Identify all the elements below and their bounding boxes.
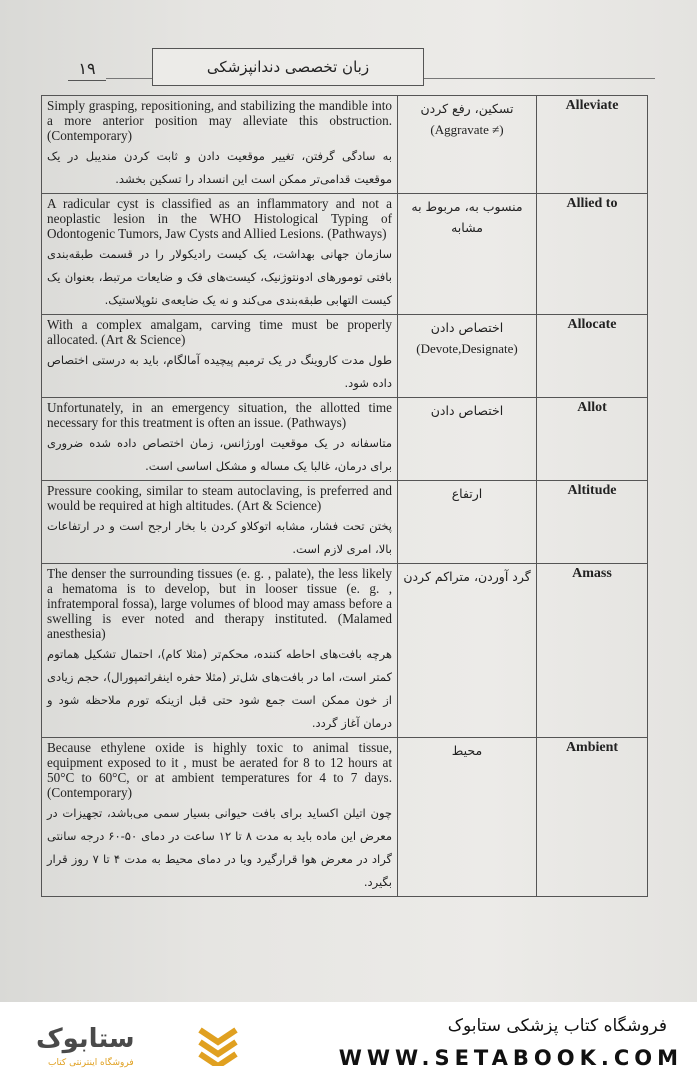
chevron-logo-icon [196,1022,240,1066]
example-english: A radicular cyst is classified as an inflammatory and not a neoplastic lesion in the WHO Histological Typing of Odontogenic Tumors, Jaw Cysts and Allied Lesions. (Pathways) [47,196,392,241]
table-row [42,481,648,564]
page-title: زبان تخصصی دندانپزشکی [152,48,424,86]
term-meaning: ارتفاع [451,486,483,501]
example-english: The denser the surrounding tissues (e. g. , palate), the less likely a hematoma is to develop, but in looser tissue (e. g. , infratemporal fossa), large volumes of blood may amass before a swelling is ever noted and therapy instituted. (Malamed anesthesia) [47,566,392,641]
term-meaning: منسوب به، مربوط به مشابه [411,199,523,235]
example-persian: طول مدت کاروینگ در یک ترمیم پیچیده آمالگام، باید به درستی اختصاص داده شود. [47,353,392,390]
example-persian: هرچه بافت‌های احاطه کننده، محکم‌تر (مثلا کام)، احتمال تشکیل هماتوم کمتر است، اما در بافت‌های شل‌تر (مثلا حفره اینفراتمپورال)، حجم زیادی از خون ممکن است جمع شود حتی قبل ازینکه تورم ملاحظه شود و درمان آغاز گردد. [47,647,392,730]
example-persian: متاسفانه در یک موقعیت اورژانس، زمان اختصاص داده شده ضروری برای درمان، غالبا یک مساله و مشکل اساسی است. [47,436,392,473]
example-cell [42,315,398,398]
example-persian: به سادگی گرفتن، تغییر موقعیت دادن و ثابت کردن مندیبل در یک موقعیت قدامی‌تر ممکن است این انسداد را تسکین بخشد. [47,149,392,186]
example-cell [42,398,398,481]
meaning-cell [398,481,537,564]
meaning-cell [398,738,537,897]
example-persian: سازمان جهانی بهداشت، یک کیست رادیکولار را در قسمت طبقه‌بندی بافتی تومورهای ادونتوژنیک، کیست‌های فک و ضایعات مرتبط، بعنوان یک کیست التهابی طبقه‌بندی می‌کند و نه یک ضایعه‌ی نئوپلاستیک. [47,247,392,307]
setabook-logo-subtitle: فروشگاه اینترنتی کتاب [48,1058,134,1068]
term-meaning: اختصاص دادن [430,320,504,335]
term-cell: Allocate [537,315,648,398]
meaning-cell [398,96,537,194]
vocabulary-table [41,95,648,897]
example-english: Unfortunately, in an emergency situation, the allotted time necessary for this treatment is often an issue. (Pathways) [47,400,392,430]
table-row [42,564,648,738]
example-english: Because ethylene oxide is highly toxic to animal tissue, equipment exposed to it , must be aerated for 8 to 12 hours at 50°C to 60°C, or at ambient temperatures for 4 to 7 days. (Contemporary) [47,740,392,800]
table-row [42,398,648,481]
meaning-cell [398,564,537,738]
table-row [42,315,648,398]
page-number: ۱۹ [68,60,106,81]
example-persian: پختن تحت فشار، مشابه اتوکلاو کردن با بخار ارجح است و در ارتفاعات بالا، امری لازم است. [47,519,392,556]
term-cell: Altitude [537,481,648,564]
example-english: Pressure cooking, similar to steam autoclaving, is preferred and would be required at high altitudes. (Art & Science) [47,483,392,513]
term-meaning: اختصاص دادن [430,403,504,418]
term-synonym: (Aggravate ≠) [430,122,504,137]
term-cell: Amass [537,564,648,738]
shop-name: فروشگاه کتاب پزشکی ستابوک [447,1016,667,1036]
term-cell: Allot [537,398,648,481]
shop-url: WWW.SETABOOK.COM [338,1046,683,1070]
table-row [42,194,648,315]
example-persian: چون اتیلن اکساید برای بافت حیوانی بسیار سمی می‌باشد، تجهیزات در معرض این ماده باید به مدت ۸ تا ۱۲ ساعت در دمای ۵۰-۶۰ درجه سانتی گراد در معرض هوا قرارگیرد ویا در دمای محیط به مدت ۴ تا ۷ روز قرار بگیرد. [47,806,393,889]
term-meaning: محیط [451,743,483,758]
meaning-cell [398,194,537,315]
term-cell: Alleviate [537,96,648,194]
example-cell [42,194,398,315]
term-meaning: تسکین، رفع کردن [420,101,514,116]
table-row [42,738,648,897]
example-english: With a complex amalgam, carving time must be properly allocated. (Art & Science) [47,317,392,347]
example-cell [42,481,398,564]
example-cell [42,738,398,897]
meaning-cell [398,315,537,398]
setabook-logo-text: ستابوک [36,1024,135,1054]
term-synonym: (Devote,Designate) [416,341,518,356]
example-cell [42,96,398,194]
example-cell [42,564,398,738]
meaning-cell [398,398,537,481]
example-english: Simply grasping, repositioning, and stabilizing the mandible into a more anterior position may alleviate this obstruction. (Contemporary) [47,98,392,143]
footer-banner [0,1002,697,1080]
term-meaning: گرد آوردن، متراکم کردن [403,569,531,584]
term-cell: Allied to [537,194,648,315]
table-row [42,96,648,194]
term-cell: Ambient [537,738,648,897]
